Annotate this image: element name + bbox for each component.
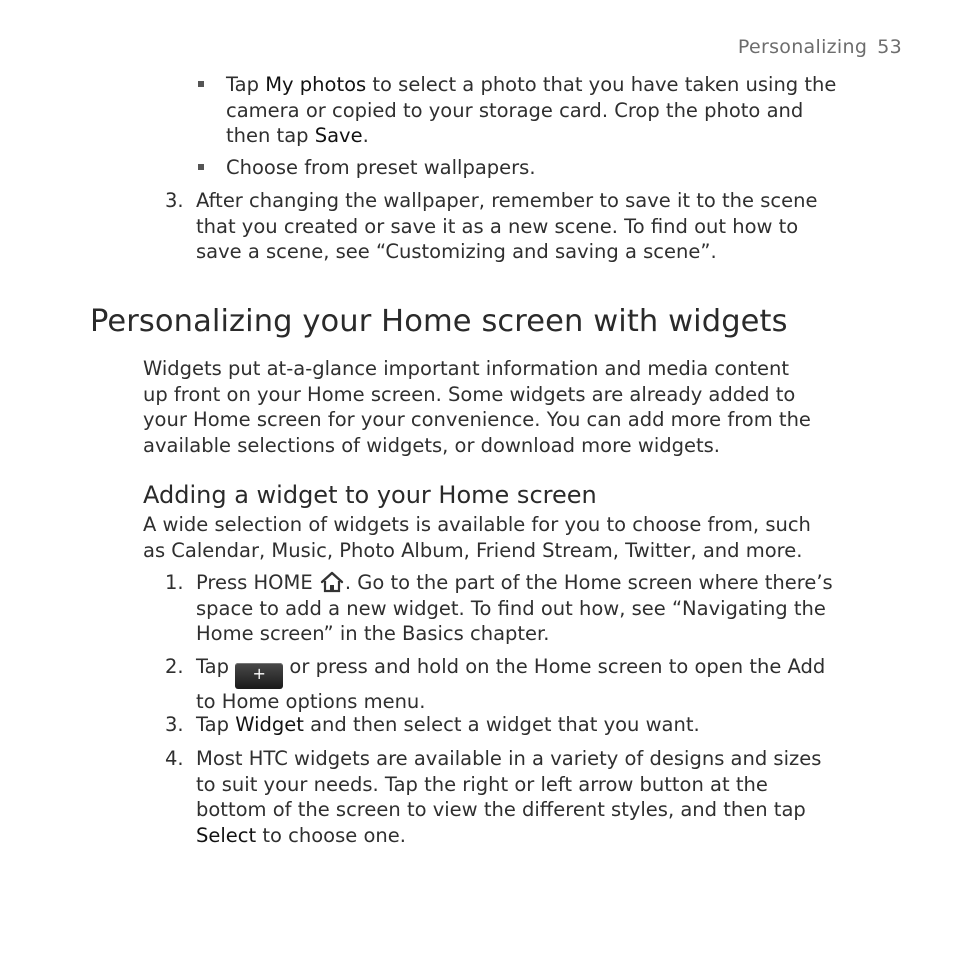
step-number: 3. <box>165 713 184 736</box>
bullet-preset: Choose from preset wallpapers. <box>226 156 536 179</box>
page-header <box>738 36 902 58</box>
section-title: Personalizing your Home screen with widgets <box>90 304 788 339</box>
subsection-title: Adding a widget to your Home screen <box>143 481 597 509</box>
bullet-marker <box>198 81 204 87</box>
ui-widget: Widget <box>235 713 304 736</box>
page-number: 53 <box>877 36 902 58</box>
home-icon <box>319 571 345 593</box>
add-button-icon: + <box>235 663 283 689</box>
step-save-scene: After changing the wallpaper, remember to save it to the scene that you created or save it as a new scene. To find out how to save a scene, see “Customizing and saving a scene”. <box>196 189 818 263</box>
step-number: 2. <box>165 655 184 678</box>
bullet-my-photos: Tap My photos to select a photo that you have taken using the camera or copied to your storage card. Crop the photo and then tap Save. <box>226 73 837 147</box>
ui-select: Select <box>196 823 257 847</box>
ui-my-photos: My photos <box>265 73 367 96</box>
step-number: 1. <box>165 571 184 594</box>
step-number: 4. <box>165 747 184 770</box>
step-tap-widget: Tap Widget and then select a widget that you want. <box>196 713 700 736</box>
ui-save: Save <box>314 124 363 147</box>
step-tap-add: Tap + or press and hold on the Home screen to open the Add to Home options menu. <box>196 655 826 713</box>
bullet-marker <box>198 164 204 170</box>
step-number: 3. <box>165 189 184 212</box>
step-select-widget: Most HTC widgets are available in a variety of designs and sizes to suit your needs. Tap the right or left arrow button at the bottom of the screen to view the different styles, and then tap Select to choose one. <box>196 747 822 847</box>
subsection-intro: A wide selection of widgets is available for you to choose from, such as Calendar, Music, Photo Album, Friend Stream, Twitter, and more. <box>143 513 811 562</box>
step-press-home: Press HOME . Go to the part of the Home screen where there’s space to add a new widget. To find out how, see “Navigating the Home screen” in the Basics chapter. <box>196 571 833 645</box>
section-name: Personalizing <box>737 36 868 58</box>
section-intro: Widgets put at-a-glance important information and media content up front on your Home screen. Some widgets are already added to your Home screen for your convenience. You can add more from the available selections of widgets, or download more widgets. <box>143 357 811 457</box>
